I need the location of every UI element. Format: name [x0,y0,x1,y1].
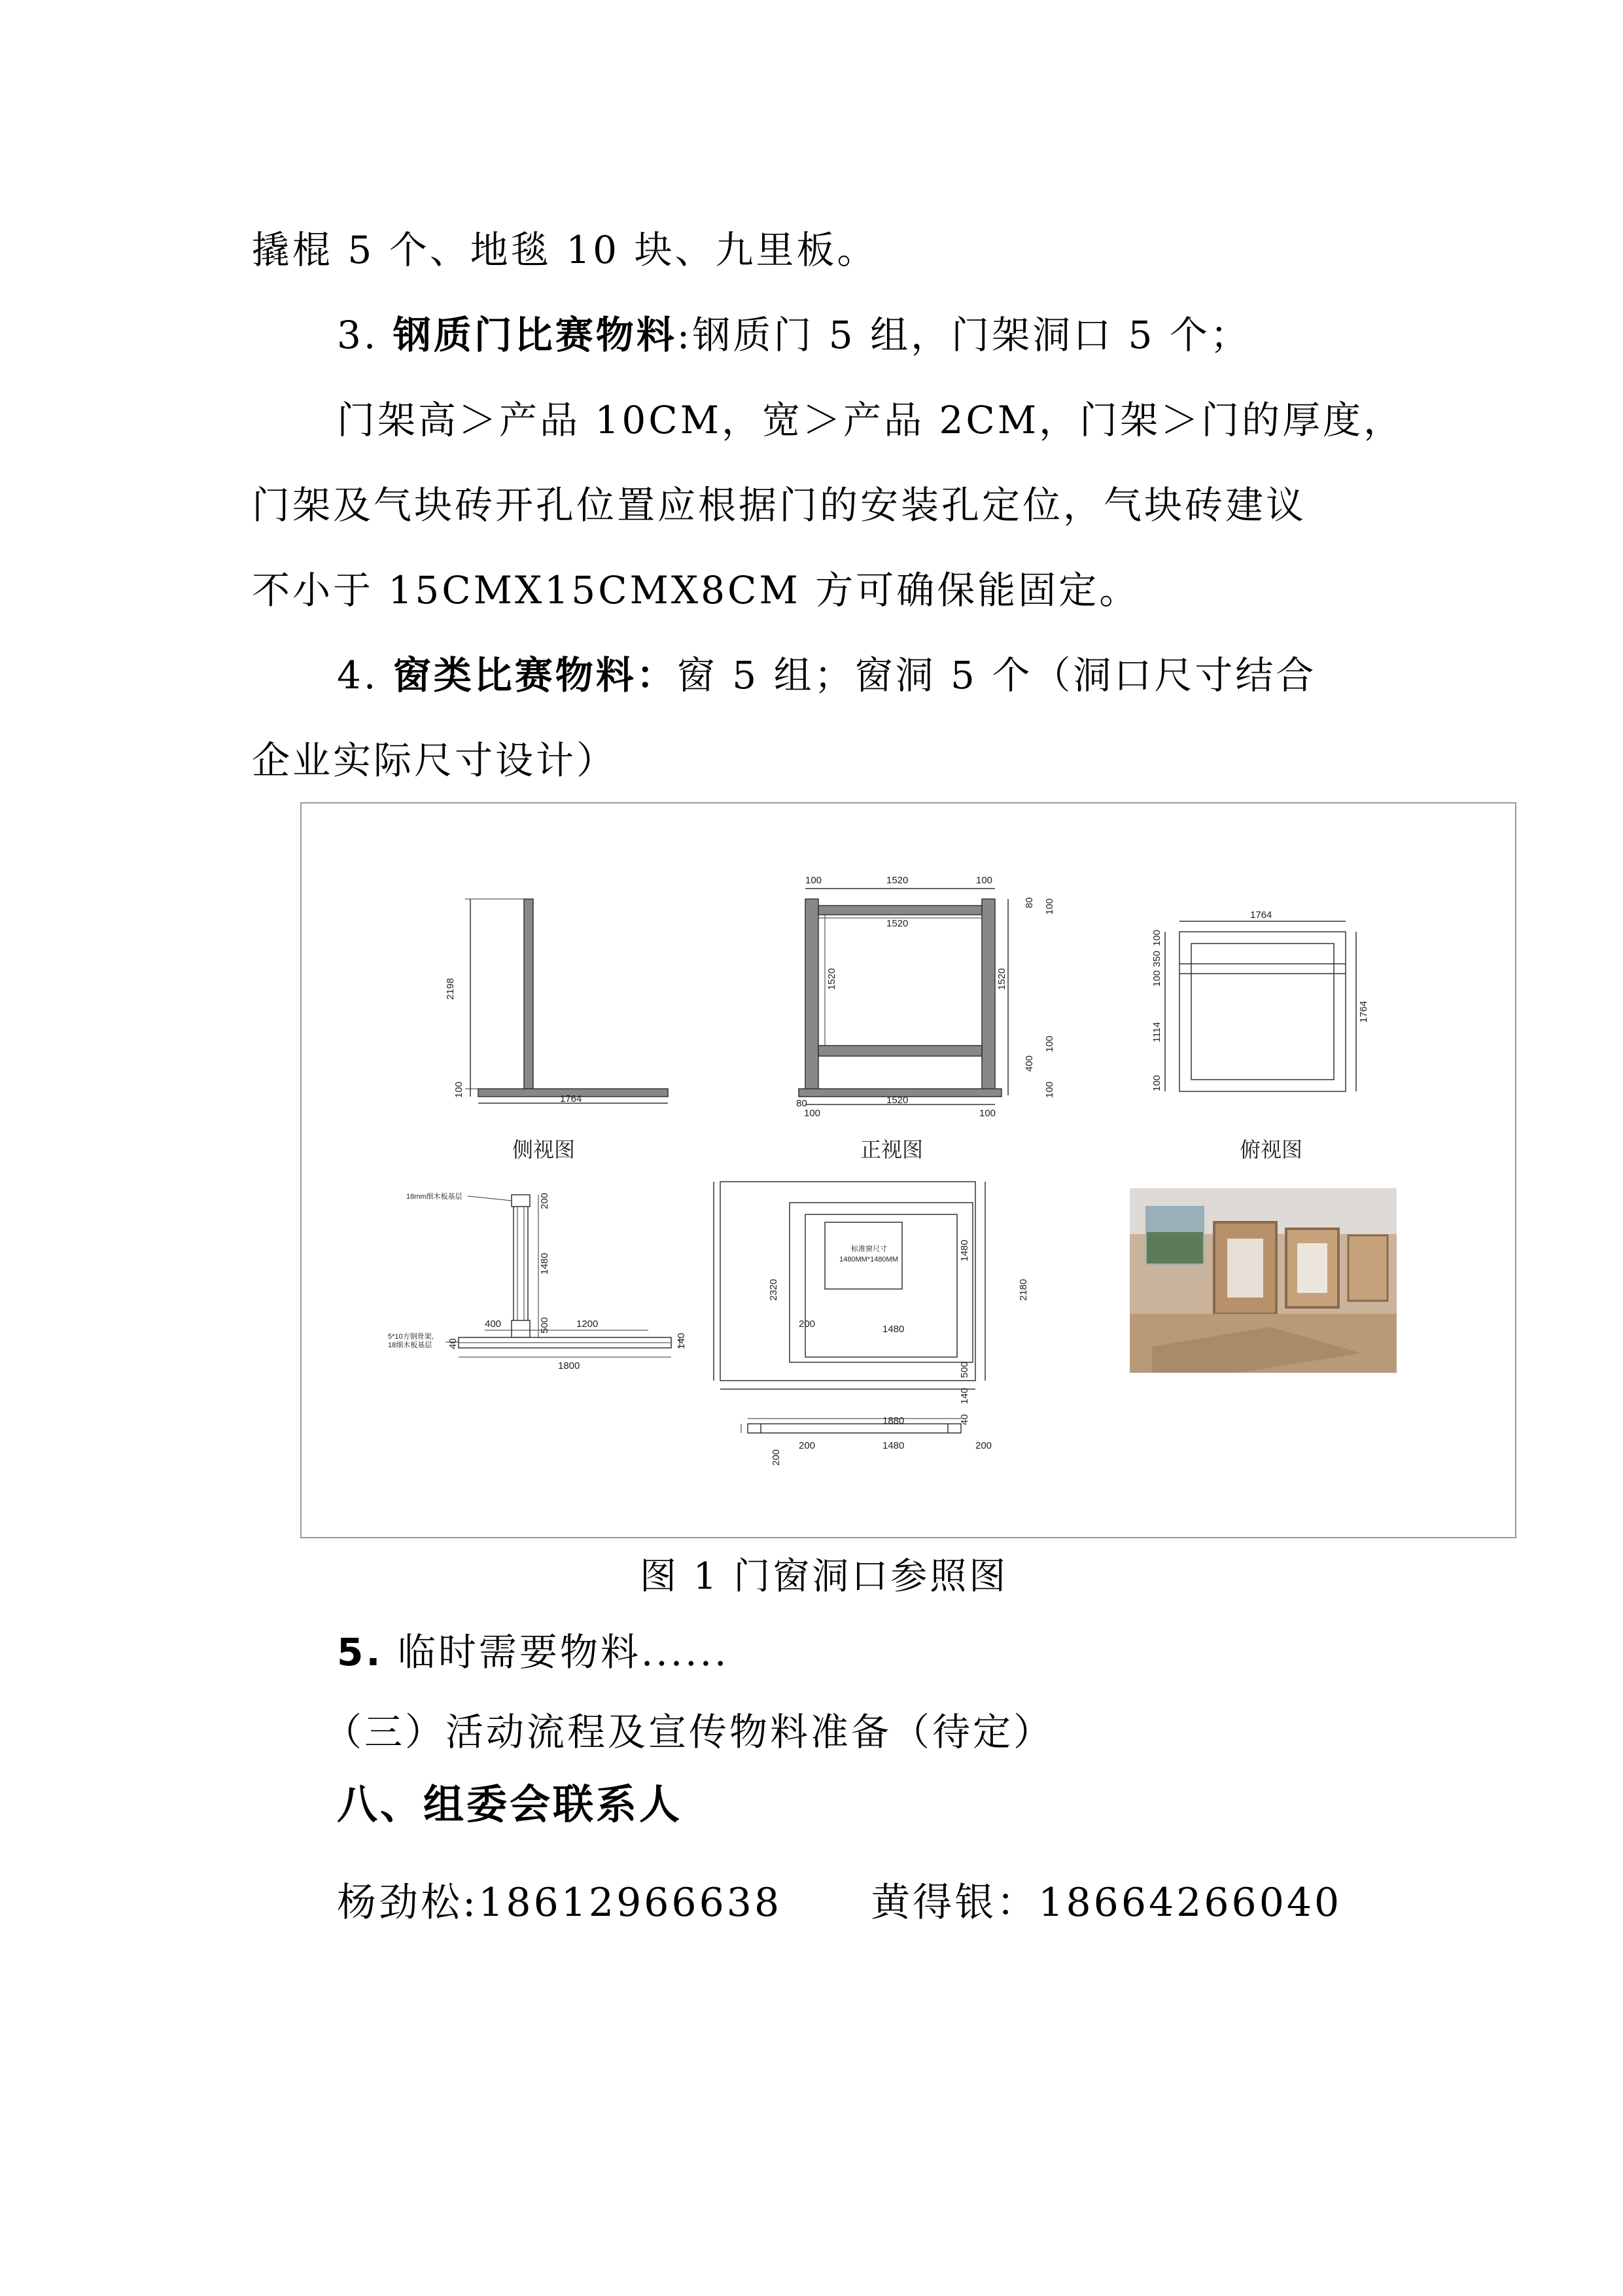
svg-text:标准窗尺寸: 标准窗尺寸 [851,1245,887,1253]
svg-text:100: 100 [1044,1081,1055,1098]
item-5 [337,1621,729,1676]
svg-text:200: 200 [799,1318,816,1330]
paragraph-line: 不小于 15CMX15CMX8CM 方可确保能固定。 [252,568,1140,612]
svg-text:2180: 2180 [1018,1279,1029,1301]
svg-text:2198: 2198 [445,978,456,1000]
svg-text:80: 80 [1024,897,1035,908]
svg-text:100: 100 [804,1108,821,1119]
svg-text:1480: 1480 [539,1252,550,1275]
item-4 [337,645,1316,699]
svg-text:100: 100 [1044,1035,1055,1052]
paragraph-line: 企业实际尺寸设计） [252,738,618,783]
svg-text:1114: 1114 [1151,1021,1162,1042]
item-title: 窗类比赛物料： [393,653,677,698]
svg-text:100: 100 [805,875,822,886]
svg-text:200: 200 [975,1440,992,1451]
side-view-label: 侧视图 [512,1138,576,1161]
svg-text:100: 100 [1151,929,1162,946]
svg-text:1764: 1764 [1250,910,1272,921]
svg-text:18细木板基层: 18细木板基层 [388,1341,432,1349]
svg-text:140: 140 [959,1387,970,1404]
svg-text:1520: 1520 [886,875,909,886]
svg-text:40: 40 [447,1338,459,1349]
item-title: 钢质门比赛物料 [393,313,677,357]
paragraph-line: 门架高＞产品 10CM，宽＞产品 2CM，门架＞门的厚度， [337,398,1405,442]
svg-text:40: 40 [959,1414,970,1425]
item-text: 窗 5 组；窗洞 5 个（洞口尺寸结合 [676,653,1317,698]
svg-text:1520: 1520 [886,918,909,929]
svg-text:200: 200 [771,1449,782,1466]
contact-phone-1: 18612966638 [478,1880,782,1926]
svg-text:1800: 1800 [558,1360,580,1371]
svg-text:5*10方钢骨架,: 5*10方钢骨架, [388,1333,434,1341]
detail-left-drawing [445,1192,680,1357]
item-3 [337,304,1251,359]
svg-text:500: 500 [959,1361,970,1378]
svg-text:100: 100 [976,875,993,886]
svg-text:1480MM*1480MM: 1480MM*1480MM [839,1256,898,1263]
svg-text:100: 100 [1151,970,1162,987]
front-view-label: 正视图 [860,1138,924,1161]
side-view-drawing [465,899,668,1103]
svg-text:1200: 1200 [576,1318,599,1330]
contact-name-2: 黄得银： [871,1880,1039,1926]
item-number: 5. [337,1630,383,1674]
svg-text:1520: 1520 [996,968,1007,990]
detail-mid-drawing [714,1182,985,1433]
section-heading-8: 八、组委会联系人 [337,1780,683,1828]
contact-name-1: 杨劲松: [337,1880,479,1926]
item-text: 临时需要物料...... [397,1630,729,1674]
top-view-label: 俯视图 [1240,1138,1303,1161]
svg-text:400: 400 [1024,1055,1035,1072]
svg-text:200: 200 [799,1440,816,1451]
svg-text:1520: 1520 [826,968,837,990]
svg-text:100: 100 [1044,898,1055,915]
svg-text:18mm细木板基层: 18mm细木板基层 [406,1193,462,1201]
door-window-diagram [302,804,1515,1537]
svg-text:1480: 1480 [959,1239,970,1262]
svg-text:500: 500 [539,1316,550,1333]
svg-text:100: 100 [979,1108,996,1119]
svg-text:350: 350 [1151,950,1162,967]
svg-text:400: 400 [485,1318,502,1330]
section-heading-3: （三）活动流程及宣传物料准备（待定） [324,1710,1055,1754]
paragraph-line: 门架及气块砖开孔位置应根据门的安装孔定位，气块砖建议 [252,483,1307,527]
svg-text:100: 100 [453,1081,464,1098]
svg-text:1480: 1480 [882,1324,905,1335]
top-view-drawing [1165,921,1356,1091]
figure-frame [300,802,1516,1538]
svg-text:140: 140 [676,1332,687,1349]
svg-text:1764: 1764 [1358,1000,1369,1023]
figure-caption: 图 1 门窗洞口参照图 [640,1555,1009,1598]
item-number: 3. [337,313,379,357]
item-number: 4. [337,653,379,698]
item-text: :钢质门 5 组，门架洞口 5 个； [676,313,1251,357]
contact-phone-2: 18664266040 [1038,1880,1342,1926]
svg-text:80: 80 [796,1098,807,1109]
paragraph-line: 撬棍 5 个、地毯 10 块、九里板。 [252,228,878,272]
svg-text:1520: 1520 [886,1095,909,1106]
svg-text:1480: 1480 [882,1440,905,1451]
svg-text:200: 200 [539,1192,550,1209]
svg-text:2320: 2320 [768,1279,779,1301]
svg-text:1880: 1880 [882,1415,905,1426]
svg-text:100: 100 [1151,1074,1162,1091]
contacts-line [337,1871,1342,1928]
svg-text:1764: 1764 [560,1093,582,1104]
window-photo [1130,1188,1397,1373]
